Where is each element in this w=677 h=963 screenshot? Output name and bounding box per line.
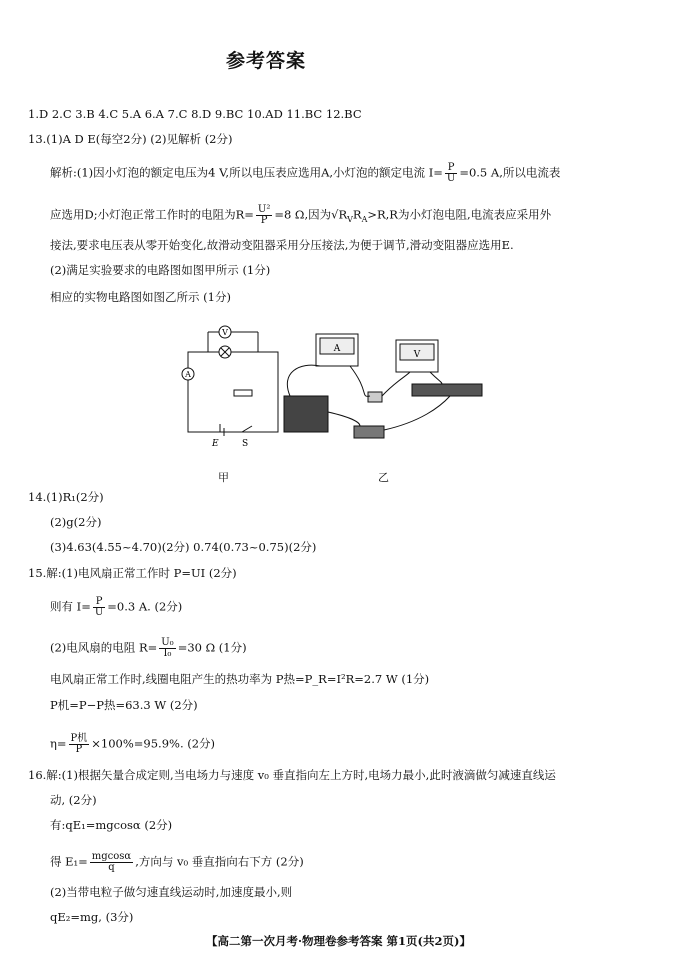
answer-line-15-1: 15.解:(1)电风扇正常工作时 P=UI (2分): [28, 566, 237, 580]
answer-line-16-6: qE₂=mg, (3分): [50, 910, 134, 924]
fraction: $\frac{mgcos\alpha}{q}$: [91, 851, 132, 873]
answer-line-15-5: P机=P−P热=63.3 W (2分): [50, 698, 198, 712]
physical-diagram: [284, 334, 482, 438]
page-footer: 【高二第一次月考·物理卷参考答案 第1页(共2页)】: [206, 934, 471, 948]
switch-device: [354, 426, 384, 438]
lamp-device: [368, 392, 382, 402]
answer-line-15-2: 则有 I= $\frac{P}{U}$ =0.3 A. (2分): [50, 596, 183, 618]
fraction: $\frac{\text{U₀}}{\text{I₀}}$: [161, 637, 174, 659]
explanation-line-1: 解析:(1)因小灯泡的额定电压为4 V,所以电压表应选用A,小灯泡的额定电流 I= $\frac{P}{U}$ =0.5 A,所以电流表: [50, 162, 561, 184]
label-s: S: [242, 439, 249, 449]
rheostat-device: [412, 384, 482, 396]
answer-line-13: 13.(1)A D E(每空2分) (2)见解析 (2分): [28, 132, 233, 146]
answer-line-14-3: (3)4.63(4.55~4.70)(2分) 0.74(0.73~0.75)(2分): [50, 540, 317, 554]
label-a: A: [185, 370, 191, 379]
explanation-line-2: 应选用D;小灯泡正常工作时的电阻为R= $\frac{\text{U²}}{P}$ =8 Ω,因为$√R_VR_A>R,R$为小灯泡电阻,电流表应采用外: [50, 204, 552, 226]
answer-line-14-2: (2)g(2分): [50, 515, 102, 529]
circuit-figure: [180, 322, 510, 452]
answer-line-16-3: 有:qE₁=mgcosα (2分): [50, 818, 173, 832]
answer-line-16-1: 16.解:(1)根据矢量合成定则,当电场力与速度 v₀ 垂直指向左上方时,电场力最小,此时液滴做匀减速直线运: [28, 768, 556, 782]
label-v: V: [222, 328, 228, 337]
answer-line-16-2: 动, (2分): [50, 793, 97, 807]
meter-a-label: A: [333, 344, 341, 354]
fraction: $\frac{P}{U}$: [94, 596, 104, 618]
answer-line-1: 1.D 2.C 3.B 4.C 5.A 6.A 7.C 8.D 9.BC 10.AD 11.BC 12.BC: [28, 107, 362, 121]
rheostat-symbol: [234, 390, 252, 396]
answer-line-15-3: (2)电风扇的电阻 R= $\frac{\text{U₀}}{\text{I₀}}$ =30 Ω (1分): [50, 637, 247, 659]
answer-line-16-4: 得 E₁= $\frac{mgcos\alpha}{q}$ ,方向与 v₀ 垂直指向右下方 (2分): [50, 851, 304, 873]
fraction: $\frac{\text{P机}}{P}$: [70, 733, 88, 755]
answer-line-14-1: 14.(1)R₁(2分): [28, 490, 104, 504]
explanation-line-4: (2)满足实验要求的电路图如图甲所示 (1分): [50, 263, 271, 277]
meter-v-label: V: [413, 350, 421, 360]
figure-caption-left: 甲: [218, 471, 229, 484]
schematic-diagram: [182, 326, 278, 436]
fraction: $\frac{P}{U}$: [446, 162, 456, 184]
answer-line-16-5: (2)当带电粒子做匀速直线运动时,加速度最小,则: [50, 885, 293, 899]
label-e: E: [212, 439, 219, 449]
explanation-line-5: 相应的实物电路图如图乙所示 (1分): [50, 290, 231, 304]
battery-pack: [284, 396, 328, 432]
fraction: $\frac{\text{U²}}{P}$: [257, 204, 271, 226]
figure-caption-right: 乙: [378, 471, 389, 484]
page-title: 参考答案: [225, 50, 306, 72]
explanation-line-3: 接法,要求电压表从零开始变化,故滑动变阻器采用分压接法,为便于调节,滑动变阻器应选用E.: [50, 238, 514, 252]
answer-line-15-4: 电风扇正常工作时,线圈电阻产生的热功率为 P热=P_R=I²R=2.7 W (1分): [50, 672, 430, 686]
answer-line-15-6: η= $\frac{\text{P机}}{P}$ ×100%=95.9%. (2分): [50, 733, 216, 755]
